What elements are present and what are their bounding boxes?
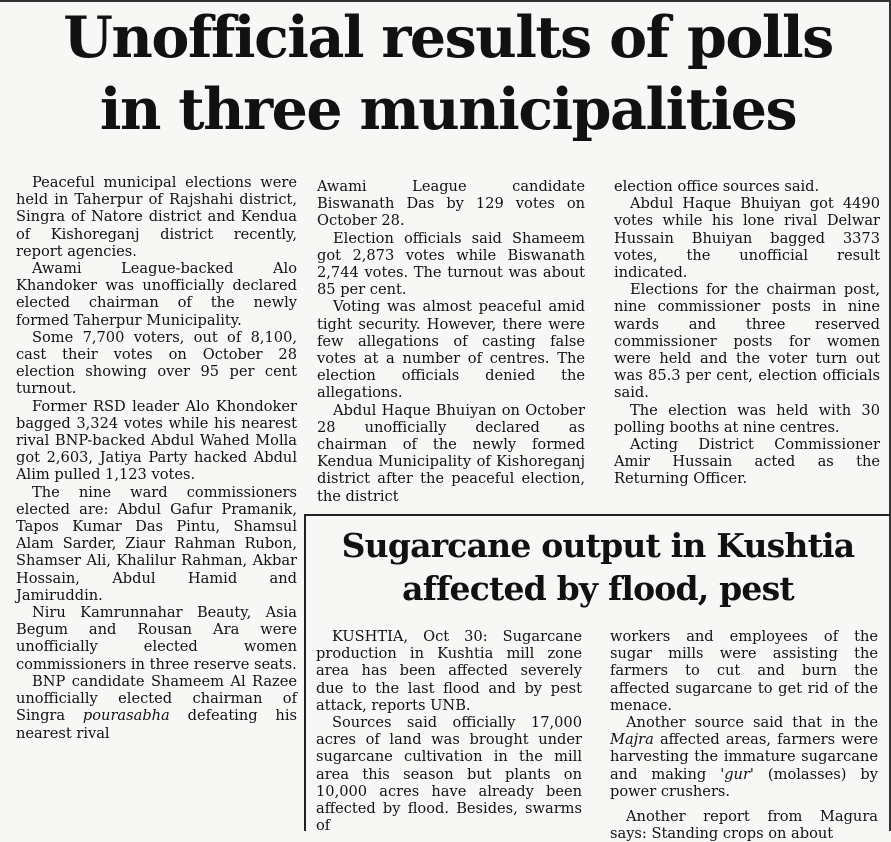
- paragraph: Acting District Commissioner Amir Hussain acted as the Returning Officer.: [614, 436, 880, 488]
- italic-term: 'gur': [720, 765, 754, 783]
- paragraph: The election was held with 30 polling booths at nine centres.: [614, 401, 880, 436]
- article1-column-2: [317, 178, 585, 514]
- paragraph: Abdul Haque Bhuiyan on October 28 unofficially declared as chairman of the newly formed Kendua Municipality of Kishoreganj district after the peaceful election, the district: [317, 401, 585, 505]
- paragraph: Niru Kamrunnahar Beauty, Asia Begum and Rousan Ara were unofficially elected women commissioners in three reserve seats.: [16, 604, 297, 673]
- text-run: (molasses) by power crushers.: [610, 765, 878, 800]
- paragraph: Elections for the chairman post, nine commissioner posts in nine wards and three reserved commissioner posts for women were held and the voter turn out was 85.3 per cent, election officials said.: [614, 281, 880, 402]
- paragraph: Election officials said Shameem got 2,873 votes while Biswanath 2,744 votes. The turnout was about 85 per cent.: [317, 229, 585, 299]
- text-run: BNP candidate Shameem Al Razee unofficially elected chairman of Singra: [16, 672, 297, 725]
- paragraph: Some 7,700 voters, out of 8,100, cast their votes on October 28 election showing over 95 per cent turnout.: [16, 328, 297, 398]
- article1-column-1: [16, 174, 297, 831]
- main-headline: [10, 2, 886, 146]
- paragraph: The nine ward commissioners elected are: Abdul Gafur Pramanik, Tapos Kumar Das Pintu, Shamsul Alam Sarder, Ziaur Rahman Rubon, Shamser Ali, Khalilur Rahman, Akbar Hossain, Abdul Hamid and Jamiruddin.: [16, 483, 297, 604]
- text-run: affected areas, farmers were harvesting the immature sugarcane and making: [610, 731, 878, 783]
- italic-term: pourasabha: [82, 707, 170, 725]
- secondary-headline: [308, 524, 888, 610]
- article2-column-2: [610, 628, 878, 842]
- article2-column-1: [316, 628, 582, 835]
- main-headline-line1: Unofficial results of polls: [63, 4, 833, 71]
- paragraph: [16, 673, 297, 742]
- article2-left-rule: [304, 514, 306, 831]
- text-run: Another source said that in the: [626, 714, 878, 732]
- paragraph: Awami League candidate Biswanath Das by 129 votes on October 28.: [317, 178, 585, 230]
- secondary-headline-line2: affected by flood, pest: [402, 569, 794, 608]
- text-run: defeating his nearest rival: [16, 707, 297, 742]
- main-headline-line2: in three municipalities: [99, 76, 797, 143]
- paragraph: election office sources said.: [614, 178, 820, 195]
- paragraph: workers and employees of the sugar mills were assisting the farmers to cut and burn the affected sugarcane to get rid of the menace.: [610, 628, 878, 714]
- article2-top-rule: [304, 514, 890, 516]
- secondary-headline-line1: Sugarcane output in Kushtia: [341, 526, 855, 565]
- article1-column-3: [614, 178, 880, 514]
- paragraph: Another report from Magura says: Standing crops on about: [610, 808, 878, 842]
- paragraph: Former RSD leader Alo Khondoker bagged 3,324 votes while his nearest rival BNP-backed Abdul Wahed Molla got 2,603, Jatiya Party hacked Abdul Alim pulled 1,123 votes.: [16, 397, 297, 484]
- paragraph: [610, 714, 878, 800]
- paragraph: Voting was almost peaceful amid tight security. However, there were few allegations of casting false votes at a number of centres. The election officials denied the allegations.: [317, 298, 585, 402]
- paragraph: Abdul Haque Bhuiyan got 4490 votes while his lone rival Delwar Hussain Bhuiyan bagged 3373 votes, the unofficial result indicated.: [614, 195, 880, 282]
- paragraph: Sources said officially 17,000 acres of land was brought under sugarcane cultivation in the mill area this season but plants on 10,000 acres have already been affected by flood. Besides, swarms of: [316, 714, 582, 835]
- paragraph: Peaceful municipal elections were held in Taherpur of Rajshahi district, Singra of Natore district and Kendua of Kishoreganj district recently, report agencies.: [16, 174, 297, 260]
- italic-term: Majra: [610, 731, 654, 749]
- paragraph: Awami League-backed Alo Khandoker was unofficially declared elected chairman of the newly formed Taherpur Municipality.: [16, 260, 297, 329]
- paragraph: KUSHTIA, Oct 30: Sugarcane production in Kushtia mill zone area has been affected severely due to the last flood and by pest attack, reports UNB.: [316, 628, 582, 714]
